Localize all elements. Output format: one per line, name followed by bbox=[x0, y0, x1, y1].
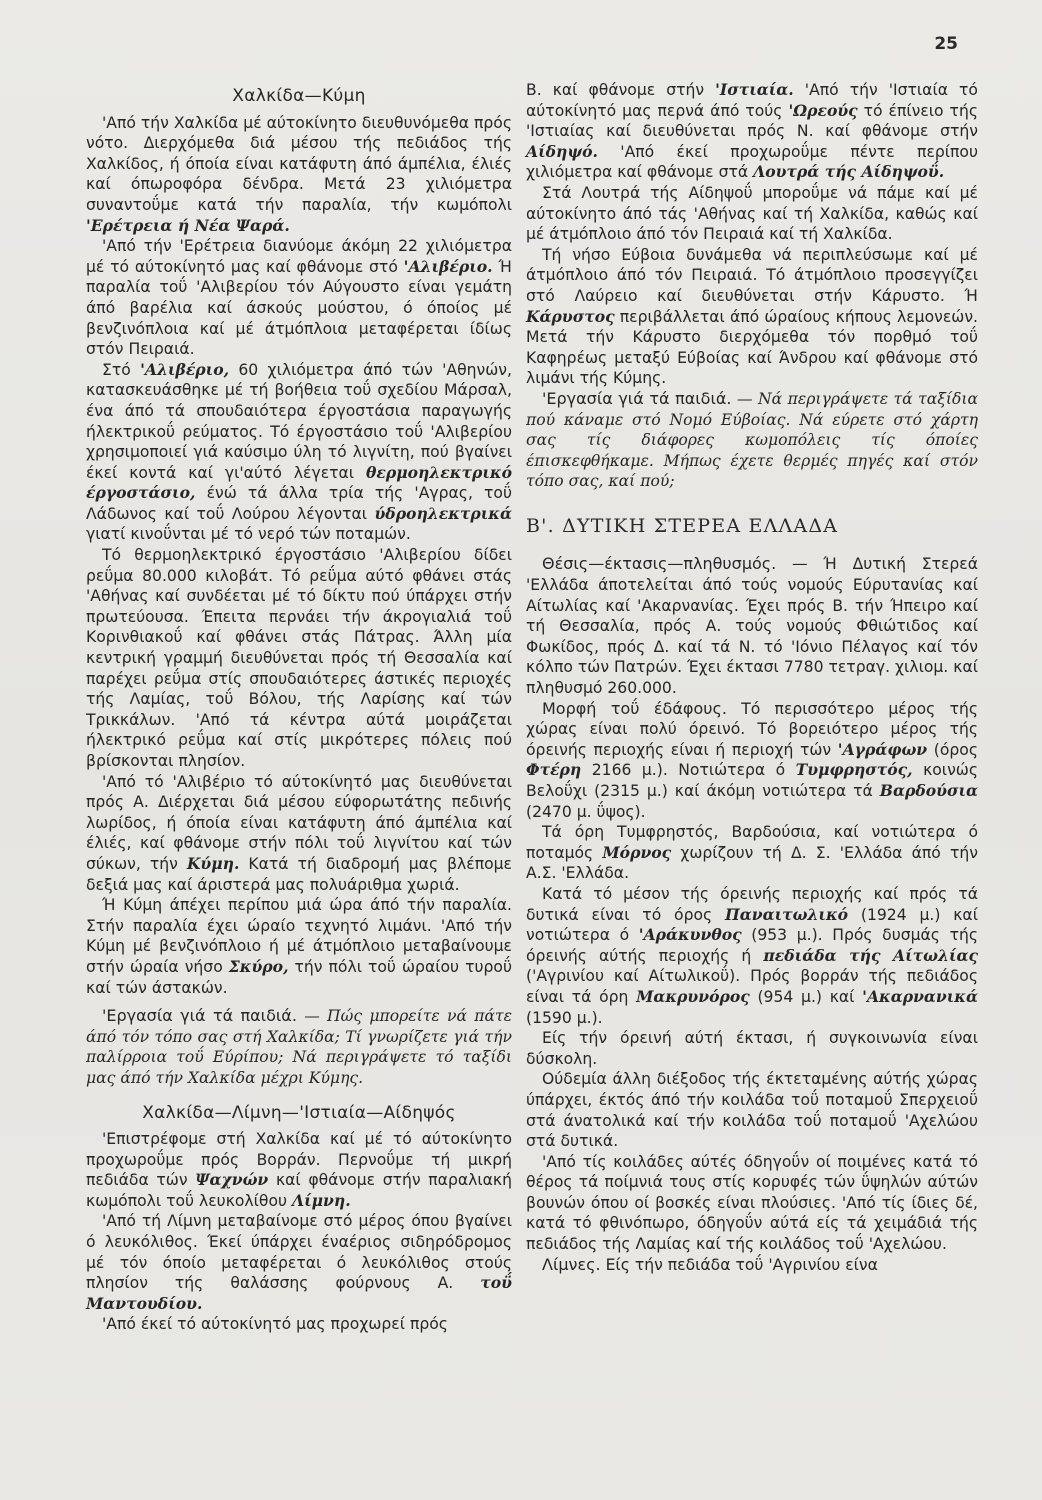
text: Κατά τό μέσον τής όρεινής περιοχής καί πρός τά δυτικά είναι τό όρος bbox=[526, 884, 978, 924]
text: 60 χιλιόμετρα άπό τών 'Αθηνών, κατασκευάσθηκε μέ τή βοήθεια τοΰ σχεδίου Μάρσαλ, ένα άπό τά σπουδαιότερα έργοστάσια παραγωγής ήλεκτρικοΰ ρεύματος. Τό έργοστάσιο τοΰ 'Αλιβερίου χρησιμοποιεί γιά καύσιμο ύλη τό λιγνίτη, πού βγαίνει έκεί κοντά καί γι'αύτό λέγεται bbox=[86, 360, 512, 482]
text: 'Από τή Λίμνη μεταβαίνομε στό μέρος όπου βγαίνει ό λευκόλιθος. Έκεί ύπάρχει έναέριος σιδηρόδρομος μέ τόν όποίο μεταφέρεται ό λευκόλιθος στούς πλησίον τής θαλάσσης φούρνους Α. bbox=[86, 1212, 512, 1293]
place-name: Σκύρο, bbox=[228, 956, 289, 976]
text: 'Από τήν 'Ιστιαία τό αύτοκίνητό μας περνά άπό τούς bbox=[526, 81, 978, 120]
place-name: 'Ερέτρεια ή Νέα Ψαρά. bbox=[86, 215, 290, 235]
place-name: Τυμφρηστός, bbox=[795, 760, 913, 780]
paragraph: Ούδεμία άλλη διέξοδος τής έκτεταμένης αύτής χώρας ύπάρχει, έκτός άπό τήν κοιλάδα τοΰ ποταμοΰ Σπερχειοΰ στά άνατολικά καί τήν κοιλάδα τοΰ ποταμοΰ 'Αχελώου στά δυτικά. bbox=[526, 1070, 978, 1151]
paragraph bbox=[526, 1255, 978, 1276]
place-name: 'Ιστιαία. bbox=[715, 80, 794, 99]
exercise-paragraph bbox=[86, 1006, 512, 1088]
text: 'Από τήν Χαλκίδα μέ αύτοκίνητο διευθυνόμεθα πρός νότο. Διερχόμεθα διά μέσου τής πεδιάδος τής Χαλκίδος, ή όποία είναι κατάφυτη άπό άμπέλια, έλιές καί όπωροφόρα δένδρα. Μετά 23 χιλιόμετρα συναντοΰμε κατά τήν παραλία, τήν κωμόπολι bbox=[86, 113, 512, 214]
text: (954 μ.) καί bbox=[757, 987, 855, 1006]
paragraph bbox=[526, 699, 978, 823]
place-name: 'Αλιβέριο, bbox=[140, 359, 230, 379]
text: Τά όρη Τυμφρηστός, Βαρδούσια, καί νοτιώτερα ό ποταμός bbox=[526, 823, 978, 862]
exercise-heading: 'Εργασία γιά τά παιδιά. bbox=[102, 1006, 297, 1026]
paragraph bbox=[86, 113, 512, 237]
place-name: Λουτρά τής Αίδηψοΰ. bbox=[753, 162, 945, 182]
text: Ή παραλία τοΰ 'Αλιβερίου τόν Αύγουστο είναι γεμάτη άπό βαρέλια καί άσκούς μούστου, ό όποίος μέ βενζινόπλοια καί μέ άτμόπλοια μεταφέρεται ίδίως στόν Πειραιά. bbox=[86, 257, 512, 359]
text: (953 μ.). Πρός δυσμάς τής όρεινής αύτής περιοχής ή bbox=[526, 926, 978, 965]
place-name: Αίδηψό. bbox=[526, 141, 598, 161]
place-name: τοΰ Μαντουδίου. bbox=[86, 1273, 512, 1313]
text: Κατά τή διαδρομή μας βλέπομε δεξιά μας καί άριστερά μας πολυάριθμα χωριά. bbox=[86, 854, 512, 894]
section-title: Β'. ΔΥΤΙΚΗ ΣΤΕΡΕΑ ΕΛΛΑΔΑ bbox=[526, 514, 839, 537]
place-name: Μακρυνόρος bbox=[636, 986, 750, 1006]
paragraph bbox=[526, 245, 978, 389]
spacer bbox=[86, 1089, 512, 1097]
place-name: πεδιάδα τής Αίτωλίας bbox=[763, 945, 978, 965]
text: περιβάλλεται άπό ώραίους κήπους λεμονεών. Μετά τήν Κάρυστο διερχόμεθα τόν πορθμό τοΰ Καφηρέως μεταξύ Εύβοίας καί Άνδρου καί φθάνομε στό λιμάνι τής Κύμης. bbox=[526, 307, 978, 388]
text: 'Από έκεί προχωροΰμε πέντε περίπου χιλιόμετρα καί φθάνομε στά bbox=[526, 142, 978, 182]
term: θερμοηλεκτρικό έργοστάσιο, bbox=[86, 462, 512, 503]
paragraph: 'Από έκεί τό αύτοκίνητό μας προχωρεί πρός bbox=[102, 1315, 448, 1334]
heading-chalkida-kymi: Χαλκίδα—Κύμη bbox=[232, 86, 366, 106]
place-name: Κάρυστος bbox=[526, 306, 615, 326]
text: (2470 μ. ΰψος). bbox=[526, 802, 646, 821]
place-name: 'Αλιβέριο. bbox=[403, 256, 493, 276]
paragraph: Τό θερμοηλεκτρικό έργοστάσιο 'Αλιβερίου δίδει ρεΰμα 80.000 κιλοβάτ. Τό ρεΰμα αύτό φθάνει στάς 'Αθήνας καί συνδέεται μέ τό δίκτυ πού ύπάρχει στήν πρωτεύουσα. Έπειτα περνάει τήν άκρογιαλιά τοΰ Κορινθιακοΰ καί φθάνει στάς Πάτρας. Άλλη μία κεντρική γραμμή διευθύνεται πρός τή Θεσσαλία καί παρέχει ρεΰμα στίς σπουδαιότερες άστικές περιοχές τής Λαμίας, τοΰ Βόλου, τής Λαρίσης καί τών Τρικκάλων. 'Από τά κέντρα αύτά μοιράζεται ήλεκτρικό ρεΰμα καί στίς μικρότερες πόλεις πού βρίσκονται πλησίον. bbox=[86, 546, 512, 770]
place-name: Λίμνη. bbox=[292, 1190, 351, 1210]
place-name: 'Ακαρνανικά bbox=[862, 986, 978, 1006]
page-number: 25 bbox=[934, 34, 958, 54]
place-name: 'Αράκυνθος bbox=[638, 925, 742, 945]
exercise-text: — Πώς μπορείτε νά πάτε άπό τόν τόπο σας στή Χαλκίδα; Τί γνωρίζετε γιά τήν παλίρροια τοΰ Εύρίπου; Νά περιγράψετε τό ταξίδι μας άπό τήν Χαλκίδα μέχρι Κύμης. bbox=[86, 1007, 512, 1087]
run-in-heading: Θέσις—έκτασις—πληθυσμός. bbox=[542, 554, 777, 574]
text: Στό bbox=[102, 360, 131, 379]
paragraph bbox=[86, 236, 512, 360]
text: 'Από τήν 'Ερέτρεια διανύομε άκόμη 22 χιλιόμετρα μέ τό αύτοκίνητό μας καί φθάνομε στό bbox=[86, 237, 512, 276]
text: 'Επιστρέφομε στή Χαλκίδα καί μέ τό αύτοκίνητο προχωροΰμε πρός Βορράν. Περνοΰμε τή μικρή πεδιάδα τών bbox=[86, 1130, 512, 1190]
text: ένώ τά άλλα τρία τής 'Αγρας, τοΰ Λάδωνος καί τοΰ Λούρου λέγονται bbox=[86, 484, 512, 523]
text: τήν πόλι τοΰ ώραίου τυροΰ καί τών άστακών. bbox=[86, 957, 512, 997]
paragraph: Είς τήν όρεινή αύτή έκτασι, ή συγκοινωνία είναι δύσκολη. bbox=[526, 1029, 978, 1068]
text: (όρος bbox=[933, 740, 978, 759]
place-name: 'Ωρεούς bbox=[788, 100, 858, 120]
text: κοινώς Βελοΰχι (2315 μ.) καί άκόμη νοτιώτερα τά bbox=[526, 761, 979, 800]
paragraph bbox=[526, 554, 978, 698]
exercise-paragraph bbox=[526, 389, 978, 492]
right-column bbox=[526, 80, 978, 1275]
spacer bbox=[86, 998, 512, 1006]
paragraph bbox=[526, 822, 978, 884]
text: γιατί κινοΰνται μέ τό νερό τών ποταμών. bbox=[86, 525, 411, 544]
paragraph bbox=[86, 1129, 512, 1211]
text: ('Αγρινίου καί Αίτωλικοΰ). Πρός βορράν τής πεδιάδος είναι τά όρη bbox=[526, 967, 978, 1006]
place-name: Κύμη. bbox=[186, 853, 240, 873]
text: 2166 μ.). Νοτιώτερα ό bbox=[591, 761, 786, 780]
run-in-heading: Μορφή τοΰ έδάφους. bbox=[542, 698, 727, 718]
paragraph bbox=[86, 1211, 512, 1314]
place-name: 'Αγράφων bbox=[837, 739, 928, 759]
text: Είς τήν πεδιάδα τοΰ 'Αγρινίου είνα bbox=[605, 1255, 878, 1274]
paragraph: Στά Λουτρά τής Αίδηψοΰ μποροΰμε νά πάμε καί μέ αύτοκίνητο άπό τάς 'Αθήνας καί τή Χαλκίδα, καθώς καί μέ άτμόπλοιο άπό τόν Πειραιά καί τή Χαλκίδα. bbox=[526, 183, 978, 244]
paragraph bbox=[526, 884, 978, 1028]
left-column bbox=[86, 80, 512, 1335]
text: (1590 μ.). bbox=[526, 1008, 603, 1027]
heading-chalkida-aidipsos: Χαλκίδα—Λίμνη—'Ιστιαία—Αίδηψός bbox=[142, 1102, 456, 1123]
text: (1924 μ.) καί νοτιώτερα ό bbox=[526, 905, 978, 945]
term: ύδροηλεκτρικά bbox=[374, 503, 512, 523]
paragraph bbox=[526, 80, 978, 183]
paragraph: 'Από τίς κοιλάδες αύτές όδηγοΰν οί ποιμένες κατά τό θέρος τά ποίμνιά τους στίς κορυφές τών ΰψηλών αύτών βουνών όπου οί βοσκές είναι πλούσιες. 'Από τίς ίδιες δέ, κατά τό φθινόπωρο, όδηγοΰν αύτά είς τά χειμάδιά τής πεδιάδος τής Λαμίας καί τής κοιλάδος τοΰ 'Αχελώου. bbox=[526, 1152, 978, 1254]
text: χωρίζουν τή Δ. Σ. 'Ελλάδα άπό τήν Α.Σ. 'Ελλάδα. bbox=[526, 843, 978, 883]
place-name: Μόρνος bbox=[602, 842, 672, 862]
place-name: Φτέρη bbox=[526, 760, 582, 780]
paragraph bbox=[86, 772, 512, 896]
text: τό έπίνειο τής 'Ιστιαίας καί διευθύνεται πρός Ν. καί φθάνομε στήν bbox=[526, 101, 978, 141]
text: καί φθάνομε στήν παραλιακή κωμόπολι τοΰ λευκολίθου bbox=[86, 1171, 512, 1210]
text: Ή Κύμη άπέχει περίπου μιά ώρα άπό τήν παραλία. Στήν παραλία έχει ώραίο τεχνητό λιμάνι. 'Από τήν Κύμη μέ βενζινόπλοιο ή μέ άτμόπλοιο μεταβαίνουμε στήν ώραία νήσο bbox=[86, 896, 512, 976]
place-name: Παναιτωλικό bbox=[725, 904, 849, 924]
exercise-heading: 'Εργασία γιά τά παιδιά. bbox=[542, 388, 732, 408]
paragraph bbox=[86, 360, 512, 545]
place-name: Ψαχνών bbox=[195, 1170, 269, 1190]
exercise-text: — Νά περιγράψετε τά ταξίδια πού κάναμε στό Νομό Εύβοίας. Νά εύρετε στό χάρτη σας τίς διάφορες κωμοπόλεις τίς όποίες έπισκεφθήκαμε. Μήπως έχετε θερμές πηγές καί στόν τόπο σας, καί πού; bbox=[526, 389, 979, 491]
place-name: Βαρδούσια bbox=[879, 781, 978, 800]
text: Β. καί φθάνομε στήν bbox=[526, 81, 705, 99]
text: — Ή Δυτική Στερεά 'Ελλάδα άποτελείται άπό τούς νομούς Εύρυτανίας καί Αίτωλίας καί 'Ακαρνανίας. Έχει πρός Β. τήν Ήπειρο καί τή Θεσσαλία, πρός Α. τούς νομούς Φθιώτιδος καί Φωκίδος, πρός Δ. καί τά Ν. τό 'Ιόνιο Πέλαγος καί τόν κόλπο τών Πατρών. Έχει έκτασι 7780 τετραγ. χιλιομ. καί πληθυσμό 260.000. bbox=[526, 555, 978, 698]
run-in-heading: Λίμνες. bbox=[542, 1254, 601, 1274]
text: Τή νήσο Εύβοια δυνάμεθα νά περιπλεύσωμε καί μέ άτμόπλοιο άπό τόν Πειραιά. Τό άτμόπλοιο προσεγγίζει στό Λαύρειο καί διευθύνεται στήν Κάρυστο. Ή bbox=[526, 245, 978, 305]
text: 'Από τό 'Αλιβέριο τό αύτοκίνητό μας διευθύνεται πρός Α. Διέρχεται διά μέσου εύφορωτάτης πεδινής λωρίδος, ή όποία είναι κατάφυτη άπό άμπέλια καί έλιές, καί φθάνομε στήν πόλι τοΰ λιγνίτου καί τών σύκων, τήν bbox=[86, 772, 512, 873]
paragraph bbox=[86, 895, 512, 998]
text: Τό περισσότερο μέρος τής χώρας είναι πολύ όρεινό. Τό βορειότερο μέρος τής όρεινής περιοχής είναι ή περιοχή τών bbox=[526, 699, 978, 759]
